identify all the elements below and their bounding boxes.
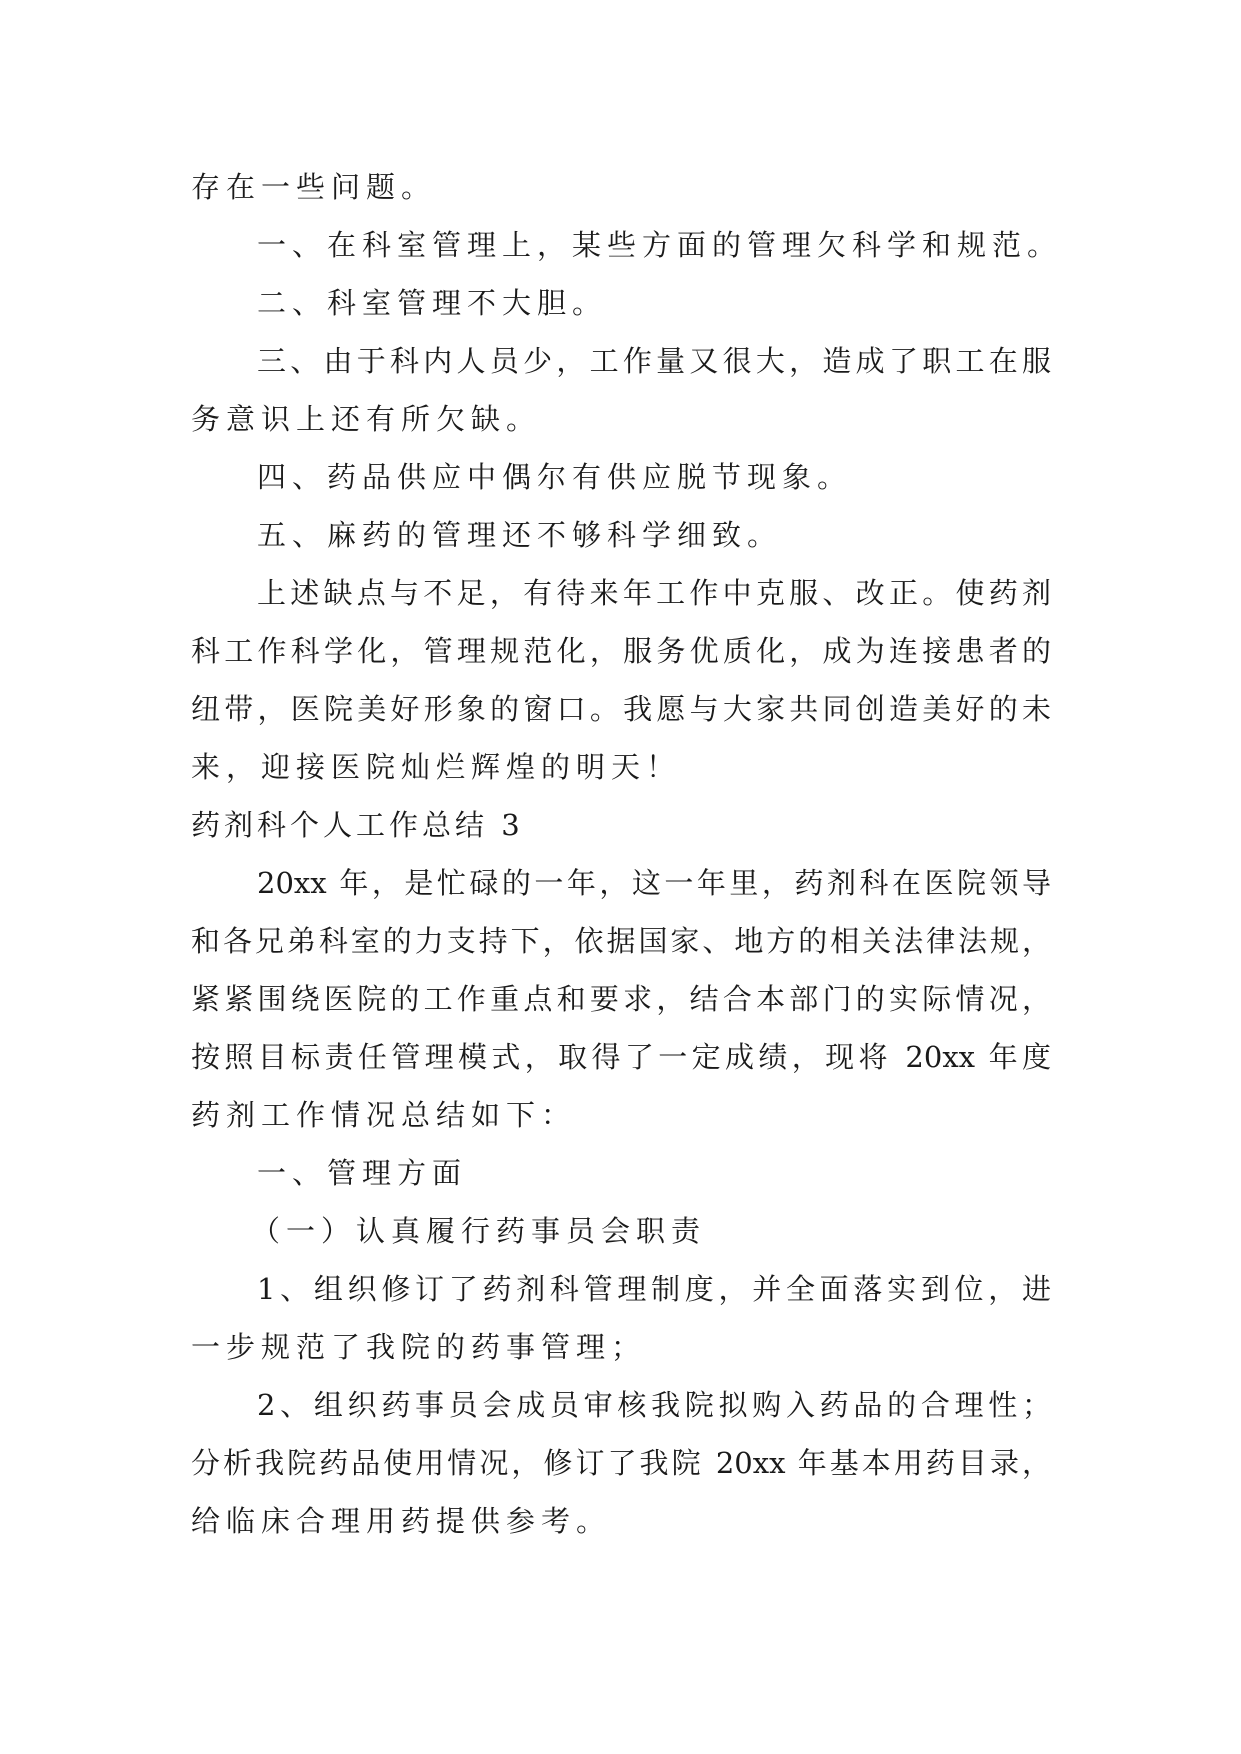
text-line: 四、药品供应中偶尔有供应脱节现象。: [257, 460, 853, 494]
text-line: 给临床合理用药提供参考。: [191, 1504, 612, 1538]
text-line: 按照目标责任管理模式，取得了一定成绩，现将 20xx 年度: [191, 1040, 1051, 1074]
text-line: 一步规范了我院的药事管理；: [191, 1330, 647, 1364]
subsection-heading: （一）认真履行药事员会职责: [251, 1214, 707, 1248]
text-line: 纽带，医院美好形象的窗口。我愿与大家共同创造美好的未: [191, 692, 1051, 726]
document-body: [191, 158, 1063, 1550]
text-line: 药剂工作情况总结如下：: [191, 1098, 577, 1132]
subsection-heading: 一、管理方面: [257, 1156, 468, 1190]
text-line: 上述缺点与不足，有待来年工作中克服、改正。使药剂: [257, 576, 1051, 610]
text-line: 分析我院药品使用情况，修订了我院 20xx 年基本用药目录，: [191, 1446, 1051, 1480]
text-line: 科工作科学化，管理规范化，服务优质化，成为连接患者的: [191, 634, 1051, 668]
text-line: 和各兄弟科室的力支持下，依据国家、地方的相关法律法规，: [191, 924, 1051, 958]
section-heading: 药剂科个人工作总结 3: [191, 808, 524, 842]
text-line: 五、麻药的管理还不够科学细致。: [257, 518, 783, 552]
text-line: 来，迎接医院灿烂辉煌的明天！: [191, 750, 682, 784]
text-line: 2、组织药事员会成员审核我院拟购入药品的合理性；: [257, 1388, 1051, 1422]
text-line: 紧紧围绕医院的工作重点和要求，结合本部门的实际情况，: [191, 982, 1051, 1016]
text-line: 20xx 年，是忙碌的一年，这一年里，药剂科在医院领导: [257, 866, 1051, 900]
text-line: 存在一些问题。: [191, 170, 437, 204]
text-line: 务意识上还有所欠缺。: [191, 402, 542, 436]
text-line: 二、科室管理不大胆。: [257, 286, 608, 320]
text-line: 一、在科室管理上，某些方面的管理欠科学和规范。: [257, 228, 1063, 262]
text-line: 三、由于科内人员少，工作量又很大，造成了职工在服: [257, 344, 1051, 378]
text-line: 1、组织修订了药剂科管理制度，并全面落实到位，进: [257, 1272, 1051, 1306]
